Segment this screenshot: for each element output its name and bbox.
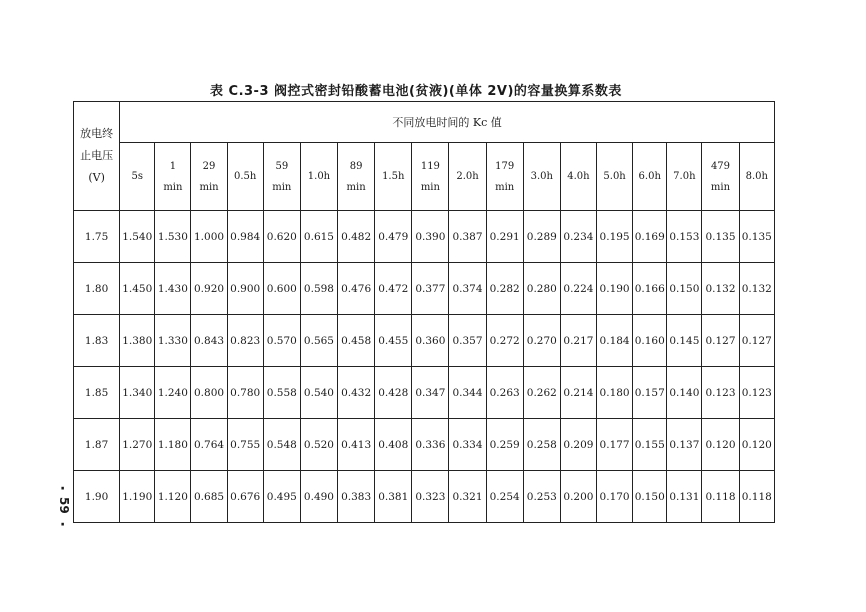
kc-value-cell: 0.224: [560, 263, 596, 315]
duration-header: [412, 143, 449, 211]
voltage-cell: 1.75: [74, 211, 120, 263]
kc-value-cell: 1.340: [120, 367, 155, 419]
table-row: [74, 471, 775, 523]
kc-value-cell: 0.157: [633, 367, 667, 419]
kc-value-cell: 0.615: [300, 211, 337, 263]
kc-value-cell: 0.195: [597, 211, 633, 263]
kc-value-cell: 0.289: [523, 211, 560, 263]
kc-value-cell: 0.357: [449, 315, 486, 367]
page-number-dot-top: ·: [60, 481, 66, 497]
kc-value-cell: 0.145: [667, 315, 702, 367]
kc-value-cell: 0.140: [667, 367, 702, 419]
duration-header-line: 479: [710, 160, 731, 172]
kc-value-cell: 0.217: [560, 315, 596, 367]
kc-value-cell: 0.685: [191, 471, 227, 523]
duration-header: [560, 143, 596, 211]
duration-header-line: 29: [202, 160, 216, 172]
duration-header-line: 179: [495, 160, 515, 172]
duration-header: [155, 143, 191, 211]
duration-header: [263, 143, 300, 211]
page-number: [54, 482, 74, 532]
kc-value-cell: 0.381: [375, 471, 412, 523]
duration-header-line: 5s: [131, 171, 143, 182]
kc-value-cell: 0.428: [375, 367, 412, 419]
kc-value-cell: 0.565: [300, 315, 337, 367]
kc-value-cell: 0.180: [597, 367, 633, 419]
table-row: [74, 367, 775, 419]
voltage-cell: 1.83: [74, 315, 120, 367]
duration-header: [523, 143, 560, 211]
kc-value-cell: 1.240: [155, 367, 191, 419]
kc-value-cell: 0.387: [449, 211, 486, 263]
kc-value-cell: 0.323: [412, 471, 449, 523]
duration-header-line: min: [199, 181, 219, 193]
duration-header-line: 4.0h: [567, 171, 590, 182]
kc-value-cell: 0.262: [523, 367, 560, 419]
kc-value-cell: 0.263: [486, 367, 523, 419]
kc-value-cell: 0.153: [667, 211, 702, 263]
kc-value-cell: 0.764: [191, 419, 227, 471]
kc-value-cell: 0.214: [560, 367, 596, 419]
duration-header-line: 3.0h: [530, 171, 553, 182]
kc-value-cell: 0.458: [338, 315, 375, 367]
duration-header: [227, 143, 263, 211]
kc-value-cell: 0.270: [523, 315, 560, 367]
duration-header: [375, 143, 412, 211]
kc-value-cell: 0.455: [375, 315, 412, 367]
kc-value-cell: 1.450: [120, 263, 155, 315]
duration-header-line: 8.0h: [745, 171, 768, 182]
kc-value-cell: 0.184: [597, 315, 633, 367]
kc-value-cell: 1.330: [155, 315, 191, 367]
duration-header: [191, 143, 227, 211]
kc-value-cell: 0.600: [263, 263, 300, 315]
kc-value-cell: 0.755: [227, 419, 263, 471]
kc-value-cell: 1.000: [191, 211, 227, 263]
kc-value-cell: 0.347: [412, 367, 449, 419]
kc-value-cell: 1.380: [120, 315, 155, 367]
duration-header-line: min: [420, 181, 440, 193]
voltage-cell: 1.90: [74, 471, 120, 523]
kc-value-cell: 0.383: [338, 471, 375, 523]
kc-value-cell: 0.321: [449, 471, 486, 523]
duration-header: [300, 143, 337, 211]
kc-value-cell: 1.180: [155, 419, 191, 471]
duration-header-line: 1.5h: [382, 171, 405, 182]
duration-header-line: 0.5h: [234, 171, 257, 182]
kc-value-cell: 0.336: [412, 419, 449, 471]
kc-value-cell: 0.200: [560, 471, 596, 523]
duration-header-line: min: [163, 181, 183, 193]
voltage-header-line2: 止电压: [80, 149, 114, 162]
duration-header-line: 119: [420, 160, 440, 172]
kc-value-cell: 0.166: [633, 263, 667, 315]
duration-header-line: 1: [169, 160, 177, 172]
kc-value-cell: 0.620: [263, 211, 300, 263]
duration-header-line: 89: [349, 160, 363, 172]
kc-value-cell: 0.209: [560, 419, 596, 471]
duration-header-line: 7.0h: [673, 171, 696, 182]
duration-header-line: 1.0h: [307, 171, 331, 182]
kc-value-cell: 0.135: [702, 211, 739, 263]
kc-value-cell: 0.558: [263, 367, 300, 419]
kc-value-cell: 0.155: [633, 419, 667, 471]
kc-value-cell: 0.120: [739, 419, 774, 471]
kc-value-cell: 0.118: [702, 471, 739, 523]
voltage-header: [74, 102, 120, 211]
duration-header-line: min: [495, 181, 515, 193]
kc-value-cell: 1.120: [155, 471, 191, 523]
duration-header-line: min: [272, 181, 292, 193]
duration-header: [449, 143, 486, 211]
kc-value-cell: 0.900: [227, 263, 263, 315]
voltage-cell: 1.87: [74, 419, 120, 471]
duration-header: [597, 143, 633, 211]
kc-value-cell: 0.160: [633, 315, 667, 367]
kc-value-cell: 0.390: [412, 211, 449, 263]
kc-value-cell: 0.598: [300, 263, 337, 315]
kc-value-cell: 0.169: [633, 211, 667, 263]
kc-value-cell: 0.843: [191, 315, 227, 367]
kc-value-cell: 0.177: [597, 419, 633, 471]
kc-value-cell: 1.530: [155, 211, 191, 263]
kc-value-cell: 0.291: [486, 211, 523, 263]
kc-value-cell: 0.482: [338, 211, 375, 263]
kc-value-cell: 0.123: [702, 367, 739, 419]
kc-value-cell: 1.190: [120, 471, 155, 523]
kc-value-cell: 0.408: [375, 419, 412, 471]
voltage-header-line1: 放电终: [80, 127, 114, 140]
kc-value-cell: 0.479: [375, 211, 412, 263]
kc-value-cell: 0.123: [739, 367, 774, 419]
kc-value-cell: 0.490: [300, 471, 337, 523]
kc-value-cell: 0.137: [667, 419, 702, 471]
kc-value-cell: 1.430: [155, 263, 191, 315]
kc-value-cell: 0.131: [667, 471, 702, 523]
kc-value-cell: 0.823: [227, 315, 263, 367]
table-row: [74, 263, 775, 315]
duration-header: [702, 143, 739, 211]
kc-value-cell: 0.259: [486, 419, 523, 471]
duration-header: [486, 143, 523, 211]
kc-value-cell: 0.377: [412, 263, 449, 315]
duration-header: [667, 143, 702, 211]
kc-value-cell: 0.676: [227, 471, 263, 523]
duration-header-line: 2.0h: [456, 171, 479, 182]
kc-value-cell: 1.540: [120, 211, 155, 263]
duration-header-line: 59: [275, 160, 289, 172]
kc-value-cell: 0.150: [633, 471, 667, 523]
duration-header-row: [74, 143, 775, 211]
table-title: 表 C.3-3 阀控式密封铅酸蓄电池(贫液)(单体 2V)的容量换算系数表: [210, 84, 622, 99]
voltage-cell: 1.85: [74, 367, 120, 419]
kc-value-cell: 0.234: [560, 211, 596, 263]
duration-header: [120, 143, 155, 211]
kc-value-cell: 0.170: [597, 471, 633, 523]
kc-span-header: 不同放电时间的 Kc 值: [120, 102, 775, 143]
kc-value-cell: 0.280: [523, 263, 560, 315]
kc-value-cell: 0.118: [739, 471, 774, 523]
page-number-dot-bottom: ·: [60, 517, 66, 533]
duration-header-line: min: [710, 181, 731, 193]
kc-value-cell: 0.570: [263, 315, 300, 367]
kc-value-cell: 0.540: [300, 367, 337, 419]
duration-header: [338, 143, 375, 211]
duration-header-line: 6.0h: [638, 171, 661, 182]
kc-value-cell: 0.984: [227, 211, 263, 263]
kc-value-cell: 0.258: [523, 419, 560, 471]
kc-value-cell: 0.253: [523, 471, 560, 523]
kc-value-cell: 0.432: [338, 367, 375, 419]
duration-header-line: 5.0h: [603, 171, 626, 182]
voltage-cell: 1.80: [74, 263, 120, 315]
kc-value-cell: 0.520: [300, 419, 337, 471]
kc-value-cell: 1.270: [120, 419, 155, 471]
kc-value-cell: 0.374: [449, 263, 486, 315]
kc-value-cell: 0.413: [338, 419, 375, 471]
voltage-header-line3: (V): [88, 171, 105, 184]
kc-value-cell: 0.132: [702, 263, 739, 315]
kc-value-cell: 0.780: [227, 367, 263, 419]
kc-value-cell: 0.272: [486, 315, 523, 367]
kc-value-cell: 0.190: [597, 263, 633, 315]
kc-value-cell: 0.360: [412, 315, 449, 367]
kc-value-cell: 0.132: [739, 263, 774, 315]
kc-value-cell: 0.548: [263, 419, 300, 471]
duration-header: [739, 143, 774, 211]
kc-value-cell: 0.334: [449, 419, 486, 471]
kc-value-cell: 0.135: [739, 211, 774, 263]
kc-value-cell: 0.344: [449, 367, 486, 419]
kc-value-cell: 0.495: [263, 471, 300, 523]
kc-value-cell: 0.476: [338, 263, 375, 315]
duration-header-line: min: [346, 181, 366, 193]
kc-value-cell: 0.282: [486, 263, 523, 315]
kc-value-cell: 0.254: [486, 471, 523, 523]
table-row: [74, 419, 775, 471]
duration-header: [633, 143, 667, 211]
page-number-text: 59: [57, 497, 71, 514]
capacity-coefficient-table: [73, 101, 775, 523]
table-body: [74, 211, 775, 523]
table-row: [74, 211, 775, 263]
kc-value-cell: 0.150: [667, 263, 702, 315]
kc-value-cell: 0.120: [702, 419, 739, 471]
table-row: [74, 315, 775, 367]
kc-value-cell: 0.920: [191, 263, 227, 315]
kc-value-cell: 0.127: [739, 315, 774, 367]
kc-value-cell: 0.800: [191, 367, 227, 419]
kc-value-cell: 0.472: [375, 263, 412, 315]
kc-value-cell: 0.127: [702, 315, 739, 367]
